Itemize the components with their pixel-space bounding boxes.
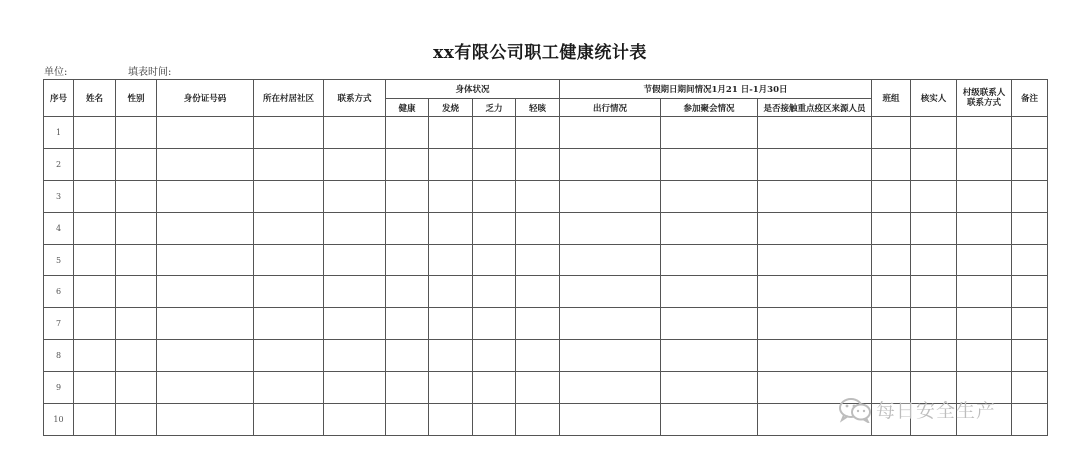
table-cell[interactable]: [473, 340, 516, 372]
header-gender: 性别: [116, 80, 157, 117]
table-cell[interactable]: [74, 340, 116, 372]
table-cell[interactable]: [116, 244, 157, 276]
table-cell[interactable]: [516, 340, 560, 372]
table-cell[interactable]: [116, 180, 157, 212]
table-cell[interactable]: [157, 372, 254, 404]
table-cell[interactable]: [560, 244, 661, 276]
table-cell[interactable]: [386, 372, 429, 404]
table-cell[interactable]: [324, 340, 386, 372]
table-cell[interactable]: [116, 340, 157, 372]
table-cell[interactable]: [758, 117, 872, 149]
table-cell[interactable]: [957, 276, 1012, 308]
header-fever: 发烧: [429, 99, 473, 117]
table-cell[interactable]: [254, 180, 324, 212]
table-cell[interactable]: [473, 372, 516, 404]
header-seq: 序号: [44, 80, 74, 117]
table-row: [44, 244, 1048, 276]
table-cell[interactable]: [429, 117, 473, 149]
table-row: [44, 308, 1048, 340]
table-cell[interactable]: [116, 372, 157, 404]
table-cell[interactable]: [473, 308, 516, 340]
unit-label: 单位:: [44, 67, 68, 78]
header-remarks: 备注: [1012, 80, 1048, 117]
table-cell[interactable]: [324, 404, 386, 436]
table-cell[interactable]: [116, 404, 157, 436]
table-cell[interactable]: [429, 148, 473, 180]
table-cell[interactable]: [254, 244, 324, 276]
header-community: 所在村居社区: [254, 80, 324, 117]
table-cell[interactable]: [157, 244, 254, 276]
table-cell[interactable]: [911, 180, 957, 212]
table-cell[interactable]: [429, 404, 473, 436]
table-cell[interactable]: [386, 340, 429, 372]
table-row: [44, 117, 1048, 149]
table-cell[interactable]: [957, 244, 1012, 276]
table-cell[interactable]: [74, 308, 116, 340]
table-cell[interactable]: [911, 308, 957, 340]
table-cell[interactable]: [872, 148, 911, 180]
table-cell[interactable]: [911, 212, 957, 244]
row-number: 10: [44, 404, 74, 436]
table-cell[interactable]: [473, 244, 516, 276]
table-cell[interactable]: [386, 180, 429, 212]
table-cell[interactable]: [516, 404, 560, 436]
table-cell[interactable]: [157, 117, 254, 149]
table-cell[interactable]: [473, 404, 516, 436]
header-village-contact-line1: 村级联系人: [962, 88, 1006, 98]
header-village-contact: [957, 80, 1012, 117]
table-cell[interactable]: [661, 148, 758, 180]
table-cell[interactable]: [516, 117, 560, 149]
table-cell[interactable]: [872, 244, 911, 276]
table-cell[interactable]: [386, 148, 429, 180]
table-cell[interactable]: [254, 340, 324, 372]
table-cell[interactable]: [116, 212, 157, 244]
table-cell[interactable]: [516, 276, 560, 308]
page-title: xx有限公司职工健康统计表: [433, 43, 647, 63]
table-cell[interactable]: [957, 180, 1012, 212]
row-number: 2: [44, 148, 74, 180]
table-cell[interactable]: [324, 308, 386, 340]
row-number: 3: [44, 180, 74, 212]
table-cell[interactable]: [957, 212, 1012, 244]
table-cell[interactable]: [516, 212, 560, 244]
table-cell[interactable]: [560, 148, 661, 180]
table-cell[interactable]: [758, 212, 872, 244]
table-cell[interactable]: [1012, 117, 1048, 149]
wechat-icon: [838, 397, 872, 423]
table-cell[interactable]: [758, 148, 872, 180]
table-cell[interactable]: [872, 212, 911, 244]
table-cell[interactable]: [324, 148, 386, 180]
table-cell[interactable]: [661, 404, 758, 436]
table-cell[interactable]: [429, 244, 473, 276]
table-cell[interactable]: [254, 308, 324, 340]
table-cell[interactable]: [74, 372, 116, 404]
table-cell[interactable]: [429, 372, 473, 404]
table-cell[interactable]: [661, 180, 758, 212]
table-cell[interactable]: [429, 180, 473, 212]
table-cell[interactable]: [560, 340, 661, 372]
row-number: 5: [44, 244, 74, 276]
table-cell[interactable]: [560, 404, 661, 436]
table-cell[interactable]: [516, 180, 560, 212]
table-cell[interactable]: [74, 148, 116, 180]
table-cell[interactable]: [116, 276, 157, 308]
table-cell[interactable]: [254, 212, 324, 244]
table-cell[interactable]: [324, 244, 386, 276]
table-cell[interactable]: [661, 244, 758, 276]
row-number: 9: [44, 372, 74, 404]
table-cell[interactable]: [386, 212, 429, 244]
row-number: 4: [44, 212, 74, 244]
table-cell[interactable]: [157, 276, 254, 308]
fill-time-label: 填表时间:: [128, 67, 172, 78]
table-cell[interactable]: [872, 340, 911, 372]
table-row: [44, 148, 1048, 180]
table-cell[interactable]: [386, 404, 429, 436]
table-cell[interactable]: [74, 212, 116, 244]
table-cell[interactable]: [661, 340, 758, 372]
header-verifier: 核实人: [911, 80, 957, 117]
table-cell[interactable]: [911, 244, 957, 276]
table-cell[interactable]: [324, 372, 386, 404]
header-holiday-group: 节假期日期间情况1月21 日-1月30日: [560, 80, 872, 99]
table-cell[interactable]: [116, 117, 157, 149]
table-cell[interactable]: [911, 148, 957, 180]
table-cell[interactable]: [957, 148, 1012, 180]
table-cell[interactable]: [911, 340, 957, 372]
table-cell[interactable]: [74, 117, 116, 149]
table-cell[interactable]: [516, 372, 560, 404]
header-gathering: 参加聚会情况: [661, 99, 758, 117]
table-cell[interactable]: [429, 308, 473, 340]
table-cell[interactable]: [957, 340, 1012, 372]
table-cell[interactable]: [157, 180, 254, 212]
table-cell[interactable]: [560, 276, 661, 308]
header-team: 班组: [872, 80, 911, 117]
table-cell[interactable]: [1012, 276, 1048, 308]
table-cell[interactable]: [157, 212, 254, 244]
header-contact-epidemic: 是否接触重点疫区来源人员: [758, 99, 872, 117]
table-cell[interactable]: [254, 372, 324, 404]
table-cell[interactable]: [872, 276, 911, 308]
watermark-text: 每日安全生产: [876, 400, 997, 422]
table-cell[interactable]: [473, 180, 516, 212]
health-statistics-table: [43, 79, 1048, 436]
table-cell[interactable]: [74, 180, 116, 212]
table-cell[interactable]: [74, 276, 116, 308]
header-contact: 联系方式: [324, 80, 386, 117]
table-cell[interactable]: [957, 308, 1012, 340]
table-cell[interactable]: [872, 308, 911, 340]
row-number: 8: [44, 340, 74, 372]
table-cell[interactable]: [386, 117, 429, 149]
table-cell[interactable]: [324, 180, 386, 212]
table-cell[interactable]: [324, 212, 386, 244]
table-cell[interactable]: [157, 340, 254, 372]
table-cell[interactable]: [324, 276, 386, 308]
table-cell[interactable]: [254, 276, 324, 308]
table-cell[interactable]: [473, 276, 516, 308]
table-cell[interactable]: [1012, 244, 1048, 276]
table-cell[interactable]: [1012, 404, 1048, 436]
table-cell[interactable]: [116, 148, 157, 180]
table-cell[interactable]: [516, 148, 560, 180]
table-cell[interactable]: [254, 117, 324, 149]
table-cell[interactable]: [957, 117, 1012, 149]
table-cell[interactable]: [758, 180, 872, 212]
table-cell[interactable]: [74, 244, 116, 276]
table-row: [44, 276, 1048, 308]
table-cell[interactable]: [560, 308, 661, 340]
table-cell[interactable]: [473, 148, 516, 180]
table-cell[interactable]: [911, 117, 957, 149]
table-cell[interactable]: [516, 308, 560, 340]
header-health: 健康: [386, 99, 429, 117]
table-cell[interactable]: [157, 148, 254, 180]
row-number: 6: [44, 276, 74, 308]
table-cell[interactable]: [157, 404, 254, 436]
row-number: 1: [44, 117, 74, 149]
table-cell[interactable]: [1012, 340, 1048, 372]
header-cough: 轻咳: [516, 99, 560, 117]
table-cell[interactable]: [661, 117, 758, 149]
row-number: 7: [44, 308, 74, 340]
table-cell[interactable]: [560, 180, 661, 212]
table-cell[interactable]: [758, 340, 872, 372]
table-cell[interactable]: [560, 372, 661, 404]
table-cell[interactable]: [429, 340, 473, 372]
header-travel: 出行情况: [560, 99, 661, 117]
table-cell[interactable]: [116, 308, 157, 340]
table-cell[interactable]: [386, 308, 429, 340]
table-cell[interactable]: [1012, 372, 1048, 404]
table-cell[interactable]: [1012, 148, 1048, 180]
table-row: [44, 212, 1048, 244]
table-cell[interactable]: [911, 276, 957, 308]
table-cell[interactable]: [157, 308, 254, 340]
table-cell[interactable]: [254, 148, 324, 180]
table-cell[interactable]: [516, 244, 560, 276]
header-name: 姓名: [74, 80, 116, 117]
table-cell[interactable]: [1012, 308, 1048, 340]
table-cell[interactable]: [758, 308, 872, 340]
table-cell[interactable]: [386, 276, 429, 308]
watermark: [838, 396, 996, 423]
table-cell[interactable]: [74, 404, 116, 436]
table-cell[interactable]: [386, 244, 429, 276]
table-cell[interactable]: [1012, 212, 1048, 244]
table-cell[interactable]: [473, 117, 516, 149]
header-health-group: 身体状况: [386, 80, 560, 99]
table-cell[interactable]: [560, 117, 661, 149]
table-cell[interactable]: [872, 117, 911, 149]
table-cell[interactable]: [661, 212, 758, 244]
table-row: [44, 340, 1048, 372]
table-cell[interactable]: [429, 276, 473, 308]
table-cell[interactable]: [254, 404, 324, 436]
header-village-contact-line2: 联系方式: [967, 98, 1002, 108]
table-cell[interactable]: [872, 180, 911, 212]
table-cell[interactable]: [473, 212, 516, 244]
table-cell[interactable]: [429, 212, 473, 244]
table-cell[interactable]: [758, 276, 872, 308]
table-cell[interactable]: [560, 212, 661, 244]
table-row: [44, 180, 1048, 212]
table-cell[interactable]: [661, 308, 758, 340]
table-cell[interactable]: [1012, 180, 1048, 212]
header-fatigue: 乏力: [473, 99, 516, 117]
header-id-number: 身份证号码: [157, 80, 254, 117]
table-cell[interactable]: [661, 276, 758, 308]
table-cell[interactable]: [324, 117, 386, 149]
table-cell[interactable]: [661, 372, 758, 404]
table-cell[interactable]: [758, 244, 872, 276]
